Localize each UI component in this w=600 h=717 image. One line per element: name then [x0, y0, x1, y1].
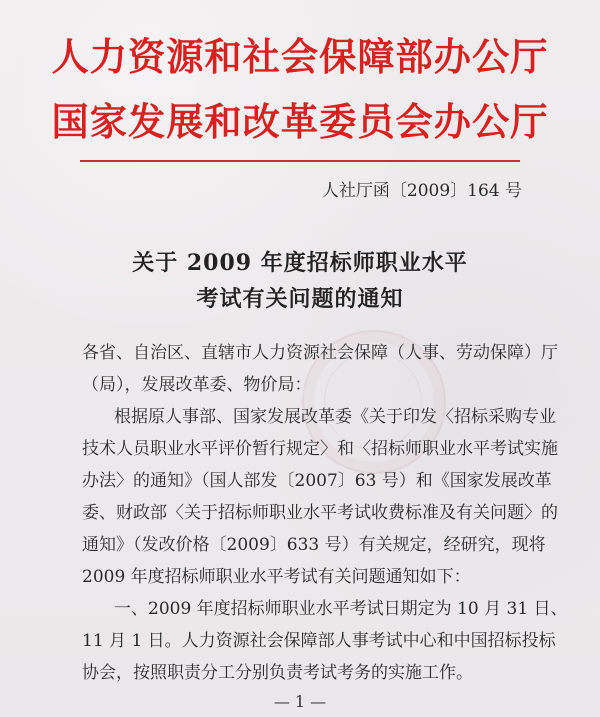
body-line: 11 月 1 日。人力资源社会保障部人事考试中心和中国招标投标	[82, 631, 556, 651]
document-reference-number: 人社厅函〔2009〕164 号	[321, 181, 522, 201]
page-number: — 1 —	[273, 692, 327, 711]
body-line: （局），发展改革委、物价局：	[82, 375, 312, 395]
body-line: 根据原人事部、国家发展改革委《关于印发〈招标采购专业	[114, 407, 556, 427]
body-line: 一、2009 年度招标师职业水平考试日期定为 10 月 31 日、	[114, 599, 568, 619]
body-line: 通知》（发改价格〔2009〕633 号）有关规定，经研究，现将	[82, 535, 546, 555]
body-line: 办法〉的通知》（国人部发〔2007〕63 号）和《国家发展改革	[82, 471, 552, 491]
faint-seal-inner-ring	[324, 352, 422, 450]
body-line: 各省、自治区、直辖市人力资源社会保障（人事、劳动保障）厅	[82, 343, 558, 363]
body-line: 技术人员职业水平评价暂行规定〉和〈招标师职业水平考试实施	[82, 439, 558, 459]
body-line: 协会，按照职责分工分别负责考试考务的实施工作。	[82, 663, 473, 683]
document-title-line-2: 考试有关问题的通知	[196, 286, 404, 312]
issuer-header-line-2: 国家发展和改革委员会办公厅	[51, 99, 549, 144]
header-divider	[80, 160, 520, 162]
document-title-line-1: 关于 2009 年度招标师职业水平	[132, 250, 468, 276]
body-line: 2009 年度招标师职业水平考试有关问题通知如下：	[82, 567, 471, 587]
body-line: 委、财政部〈关于招标师职业水平考试收费标准及有关问题〉的	[82, 503, 558, 523]
issuer-header-line-1: 人力资源和社会保障部办公厅	[51, 34, 549, 79]
